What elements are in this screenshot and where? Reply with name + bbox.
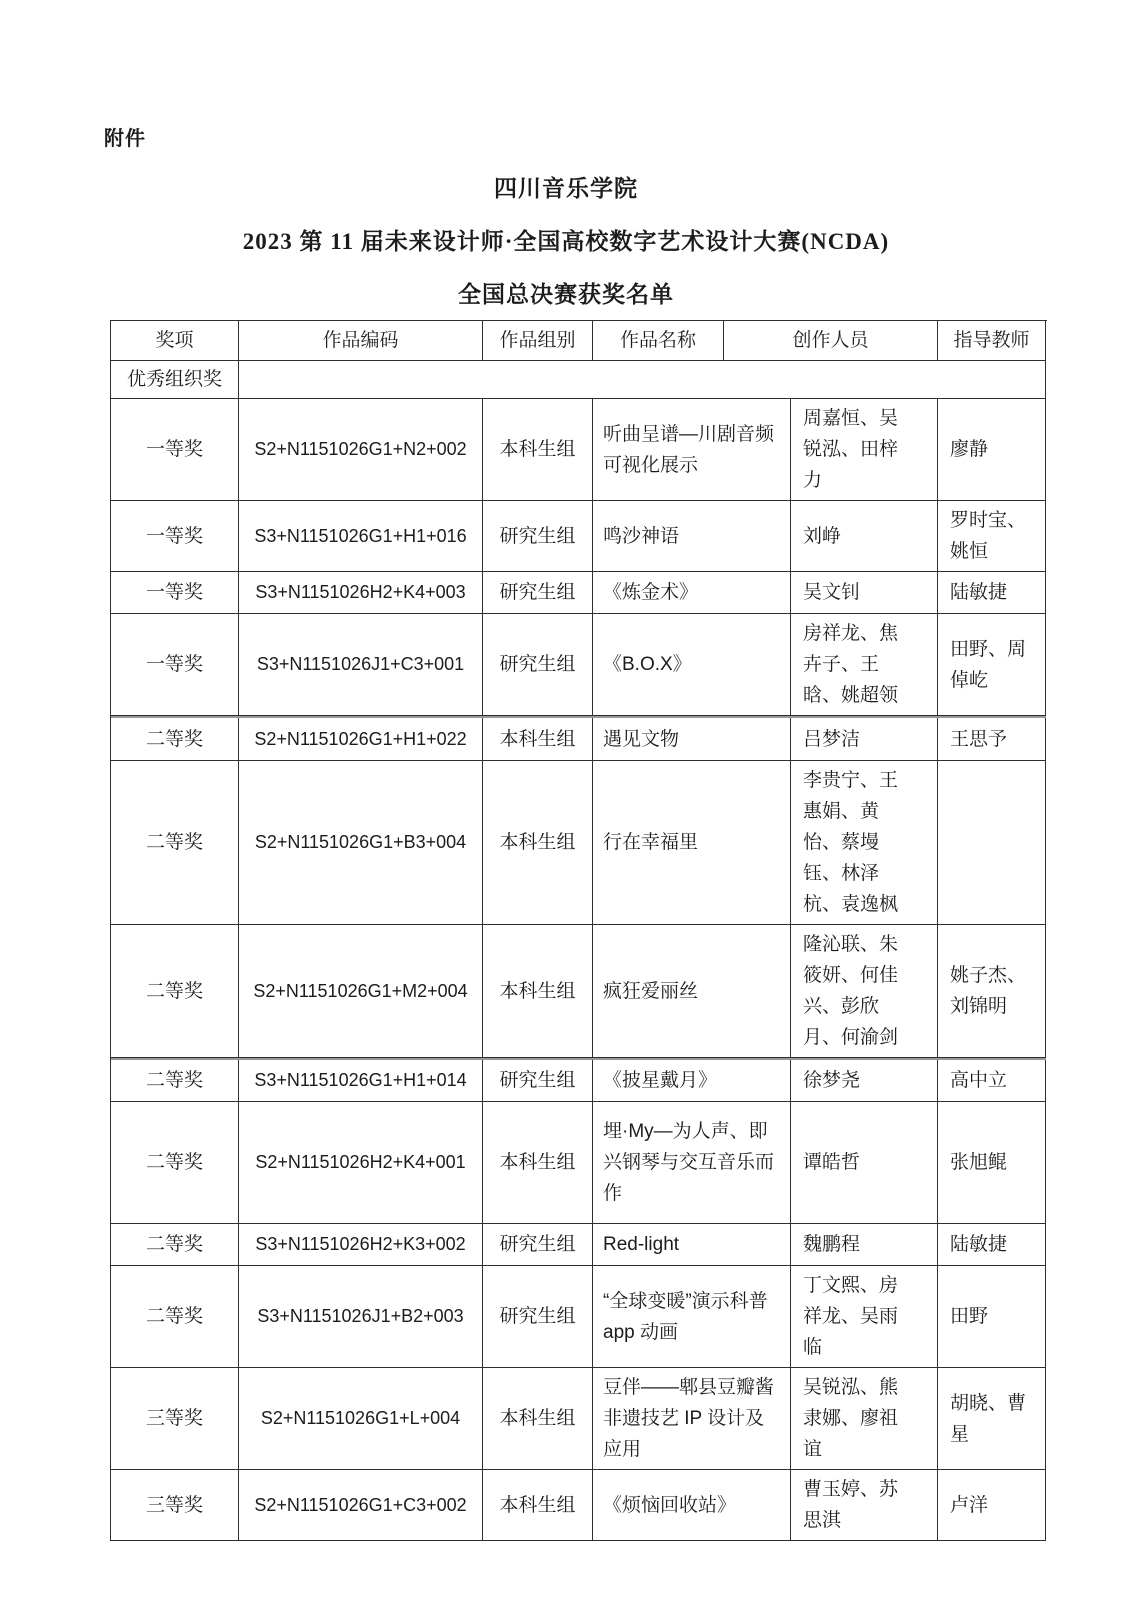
cell-group-text: 本科生组 bbox=[499, 1494, 576, 1516]
table-row-special-award bbox=[111, 361, 1046, 399]
cell-award bbox=[111, 1368, 239, 1470]
cell-group bbox=[483, 761, 593, 925]
cell-teacher bbox=[938, 761, 1046, 925]
cell-award bbox=[111, 1224, 239, 1266]
cell-creators-text: 房祥龙、焦卉子、王晗、姚超领 bbox=[803, 623, 899, 706]
cell-creators-text: 谭皓哲 bbox=[803, 1152, 861, 1173]
cell-group bbox=[483, 1368, 593, 1470]
cell-work-name bbox=[593, 1470, 791, 1541]
cell-work-name-text: 埋·My—为人声、即兴钢琴与交互音乐而作 bbox=[603, 1121, 775, 1204]
cell-award bbox=[111, 1266, 239, 1368]
cell-award bbox=[111, 761, 239, 925]
cell-teacher bbox=[938, 1266, 1046, 1368]
award-list-title: 全国总决赛获奖名单 bbox=[458, 282, 674, 307]
cell-teacher-text: 高中立 bbox=[950, 1070, 1008, 1091]
table-row bbox=[111, 925, 1046, 1058]
cell-teacher-text: 胡晓、曹星 bbox=[950, 1392, 1027, 1445]
cell-code bbox=[239, 761, 483, 925]
cell-group bbox=[483, 1470, 593, 1541]
cell-work-name-text: 疯狂爱丽丝 bbox=[603, 980, 699, 1002]
cell-code-text: S2+N1151026G1+M2+004 bbox=[253, 980, 468, 1001]
table-row bbox=[111, 1470, 1046, 1541]
cell-creators bbox=[791, 1368, 938, 1470]
cell-code-text: S2+N1151026H2+K4+001 bbox=[255, 1152, 466, 1172]
table-row bbox=[111, 572, 1046, 614]
cell-code bbox=[239, 399, 483, 501]
cell-code bbox=[239, 1470, 483, 1541]
cell-creators bbox=[791, 1060, 938, 1102]
cell-code-text: S2+N1151026G1+C3+002 bbox=[254, 1494, 467, 1515]
cell-code-text: S2+N1151026G1+N2+002 bbox=[254, 439, 467, 459]
cell-code bbox=[239, 1368, 483, 1470]
cell-work-name bbox=[593, 501, 791, 572]
table-row bbox=[111, 1266, 1046, 1368]
table-row bbox=[111, 716, 1046, 761]
cell-work-name-text: 《炼金术》 bbox=[603, 582, 699, 603]
cell-group bbox=[483, 925, 593, 1058]
cell-teacher-text: 卢洋 bbox=[950, 1494, 989, 1516]
institution-title: 四川音乐学院 bbox=[494, 176, 638, 201]
cell-group-text: 研究生组 bbox=[499, 1234, 576, 1255]
cell-creators bbox=[791, 572, 938, 614]
cell-award-text: 一等奖 bbox=[145, 582, 203, 603]
cell-creators-text: 隆沁联、朱筱妍、何佳兴、彭欣月、何渝剑 bbox=[803, 934, 899, 1048]
cell-group-text: 本科生组 bbox=[499, 980, 576, 1002]
cell-code-text: S3+N1151026J1+C3+001 bbox=[256, 654, 465, 674]
cell-work-name-text: 遇见文物 bbox=[603, 728, 680, 750]
cell-creators bbox=[791, 1266, 938, 1368]
cell-award-text: 二等奖 bbox=[145, 1234, 203, 1255]
cell-group-text: 研究生组 bbox=[499, 582, 576, 603]
header-cell-award-text: 奖项 bbox=[155, 329, 194, 351]
cell-teacher-text: 姚子杰、刘锦明 bbox=[950, 965, 1027, 1017]
cell-work-name-text: “全球变暖”演示科普 app 动画 bbox=[603, 1290, 768, 1343]
cell-award bbox=[111, 718, 239, 761]
cell-group-text: 研究生组 bbox=[499, 525, 576, 547]
cell-creators-text: 魏鹏程 bbox=[803, 1234, 861, 1255]
table-row bbox=[111, 1368, 1046, 1470]
cell-award-text: 一等奖 bbox=[145, 525, 203, 547]
cell-group bbox=[483, 572, 593, 614]
table-row bbox=[111, 614, 1046, 716]
cell-creators-text: 徐梦尧 bbox=[803, 1070, 861, 1091]
table-row bbox=[111, 1102, 1046, 1224]
cell-work-name-text: 听曲呈谱—川剧音频可视化展示 bbox=[603, 423, 775, 476]
cell-work-name bbox=[593, 1224, 791, 1266]
attachment-label: 附件 bbox=[104, 128, 146, 150]
cell-creators-text: 刘峥 bbox=[803, 525, 842, 547]
cell-group-text: 本科生组 bbox=[499, 832, 576, 853]
cell-award-text: 二等奖 bbox=[145, 1306, 203, 1327]
cell-group bbox=[483, 1266, 593, 1368]
cell-code-text: S3+N1151026H2+K4+003 bbox=[255, 582, 466, 602]
cell-work-name bbox=[593, 614, 791, 716]
cell-code-text: S2+N1151026G1+B3+004 bbox=[254, 832, 467, 852]
cell-teacher bbox=[938, 1368, 1046, 1470]
cell-award bbox=[111, 1102, 239, 1224]
cell-group-text: 本科生组 bbox=[499, 439, 576, 460]
cell-award bbox=[111, 501, 239, 572]
cell-work-name-text: 行在幸福里 bbox=[603, 832, 699, 853]
cell-award-text: 二等奖 bbox=[145, 832, 203, 853]
header-cell-code bbox=[239, 321, 483, 361]
cell-group-text: 本科生组 bbox=[499, 728, 576, 750]
cell-merged-empty bbox=[239, 361, 1046, 399]
cell-work-name-text: 豆伴——郫县豆瓣酱非遗技艺 IP 设计及应用 bbox=[603, 1377, 775, 1460]
cell-group bbox=[483, 1060, 593, 1102]
cell-teacher-text: 田野 bbox=[950, 1306, 989, 1327]
cell-award bbox=[111, 1060, 239, 1102]
cell-code-text: S3+N1151026G1+H1+016 bbox=[254, 525, 467, 546]
cell-creators bbox=[791, 925, 938, 1058]
cell-work-name bbox=[593, 572, 791, 614]
table-header-row bbox=[111, 321, 1046, 361]
cell-award bbox=[111, 614, 239, 716]
cell-teacher bbox=[938, 1060, 1046, 1102]
cell-group bbox=[483, 718, 593, 761]
award-table bbox=[110, 320, 1047, 1541]
header-cell-teacher bbox=[938, 321, 1046, 361]
cell-creators-text: 曹玉婷、苏思淇 bbox=[803, 1479, 899, 1531]
cell-teacher bbox=[938, 614, 1046, 716]
cell-creators bbox=[791, 1224, 938, 1266]
cell-work-name-text: Red-light bbox=[603, 1234, 680, 1255]
cell-teacher bbox=[938, 501, 1046, 572]
competition-title: 2023 第 11 届未来设计师·全国高校数字艺术设计大赛(NCDA) bbox=[242, 229, 890, 254]
cell-teacher-text: 陆敏捷 bbox=[950, 1234, 1008, 1255]
cell-award-text: 优秀组织奖 bbox=[126, 369, 222, 390]
table-row bbox=[111, 501, 1046, 572]
cell-award bbox=[111, 925, 239, 1058]
cell-group bbox=[483, 501, 593, 572]
cell-work-name-text: 《B.O.X》 bbox=[603, 654, 692, 675]
cell-teacher bbox=[938, 572, 1046, 614]
cell-code bbox=[239, 1224, 483, 1266]
header-cell-work-name-text: 作品名称 bbox=[619, 329, 696, 351]
cell-group bbox=[483, 1102, 593, 1224]
cell-code-text: S3+N1151026J1+B2+003 bbox=[257, 1306, 464, 1326]
cell-creators-text: 吴锐泓、熊隶娜、廖祖谊 bbox=[803, 1377, 899, 1460]
cell-group-text: 本科生组 bbox=[499, 1408, 576, 1429]
cell-teacher bbox=[938, 925, 1046, 1058]
cell-teacher bbox=[938, 718, 1046, 761]
cell-creators-text: 周嘉恒、吴锐泓、田梓力 bbox=[803, 408, 899, 491]
cell-work-name bbox=[593, 718, 791, 761]
cell-teacher-text: 陆敏捷 bbox=[950, 582, 1008, 603]
cell-creators bbox=[791, 501, 938, 572]
cell-group-text: 研究生组 bbox=[499, 654, 576, 675]
cell-group-text: 研究生组 bbox=[499, 1070, 576, 1091]
cell-code bbox=[239, 925, 483, 1058]
cell-award-text: 三等奖 bbox=[145, 1408, 203, 1429]
cell-award bbox=[111, 572, 239, 614]
cell-creators bbox=[791, 1470, 938, 1541]
cell-work-name-text: 《烦恼回收站》 bbox=[603, 1494, 737, 1516]
header-cell-teacher-text: 指导教师 bbox=[953, 329, 1030, 351]
cell-award-text: 二等奖 bbox=[145, 980, 203, 1002]
cell-creators-text: 吕梦洁 bbox=[803, 728, 861, 750]
cell-award-text: 一等奖 bbox=[145, 439, 203, 460]
cell-work-name bbox=[593, 761, 791, 925]
cell-group-text: 本科生组 bbox=[499, 1152, 576, 1173]
cell-code bbox=[239, 1102, 483, 1224]
cell-code-text: S2+N1151026G1+L+004 bbox=[260, 1408, 461, 1428]
cell-creators bbox=[791, 718, 938, 761]
cell-teacher-text: 张旭鲲 bbox=[950, 1152, 1008, 1173]
cell-creators bbox=[791, 1102, 938, 1224]
cell-teacher bbox=[938, 399, 1046, 501]
cell-work-name bbox=[593, 1060, 791, 1102]
cell-work-name-text: 《披星戴月》 bbox=[603, 1070, 718, 1091]
header-cell-award bbox=[111, 321, 239, 361]
cell-teacher-text: 王思予 bbox=[950, 728, 1008, 750]
cell-work-name bbox=[593, 1368, 791, 1470]
table-row bbox=[111, 1058, 1046, 1102]
cell-award-text: 一等奖 bbox=[145, 654, 203, 675]
cell-code bbox=[239, 718, 483, 761]
cell-teacher bbox=[938, 1224, 1046, 1266]
cell-work-name bbox=[593, 925, 791, 1058]
cell-award-text: 二等奖 bbox=[145, 1070, 203, 1091]
cell-creators bbox=[791, 399, 938, 501]
header-cell-group bbox=[483, 321, 593, 361]
cell-code-text: S2+N1151026G1+H1+022 bbox=[254, 728, 467, 749]
cell-group bbox=[483, 399, 593, 501]
header-cell-work-name bbox=[593, 321, 724, 361]
cell-teacher-text: 廖静 bbox=[950, 439, 989, 460]
cell-code-text: S3+N1151026G1+H1+014 bbox=[254, 1070, 467, 1090]
cell-code bbox=[239, 501, 483, 572]
cell-award bbox=[111, 399, 239, 501]
header-cell-code-text: 作品编码 bbox=[322, 329, 399, 351]
cell-award-text: 二等奖 bbox=[145, 728, 203, 750]
cell-creators-text: 李贵宁、王惠娟、黄怡、蔡墁钰、林泽杭、袁逸枫 bbox=[803, 770, 899, 915]
cell-award bbox=[111, 1470, 239, 1541]
header-cell-creators-text: 创作人员 bbox=[792, 329, 869, 351]
cell-work-name-text: 鸣沙神语 bbox=[603, 525, 680, 547]
cell-creators-text: 吴文钊 bbox=[803, 582, 861, 603]
cell-code bbox=[239, 1060, 483, 1102]
cell-award-text: 三等奖 bbox=[145, 1494, 203, 1516]
cell-teacher-text: 田野、周倬屹 bbox=[950, 638, 1027, 691]
cell-work-name bbox=[593, 399, 791, 501]
cell-work-name bbox=[593, 1266, 791, 1368]
cell-teacher bbox=[938, 1102, 1046, 1224]
cell-award-text: 二等奖 bbox=[145, 1152, 203, 1173]
cell-creators bbox=[791, 761, 938, 925]
header-cell-creators bbox=[724, 321, 938, 361]
cell-group bbox=[483, 1224, 593, 1266]
cell-group bbox=[483, 614, 593, 716]
header-cell-group-text: 作品组别 bbox=[499, 329, 576, 351]
cell-code bbox=[239, 1266, 483, 1368]
cell-code-text: S3+N1151026H2+K3+002 bbox=[255, 1234, 466, 1254]
cell-creators-text: 丁文熙、房祥龙、吴雨临 bbox=[803, 1275, 899, 1358]
cell-group-text: 研究生组 bbox=[499, 1306, 576, 1327]
cell-teacher-text: 罗时宝、姚恒 bbox=[950, 510, 1027, 562]
table-row bbox=[111, 761, 1046, 925]
table-row bbox=[111, 1224, 1046, 1266]
cell-creators bbox=[791, 614, 938, 716]
cell-teacher bbox=[938, 1470, 1046, 1541]
cell-code bbox=[239, 572, 483, 614]
table-row bbox=[111, 399, 1046, 501]
cell-code bbox=[239, 614, 483, 716]
cell-work-name bbox=[593, 1102, 791, 1224]
cell-award bbox=[111, 361, 239, 399]
